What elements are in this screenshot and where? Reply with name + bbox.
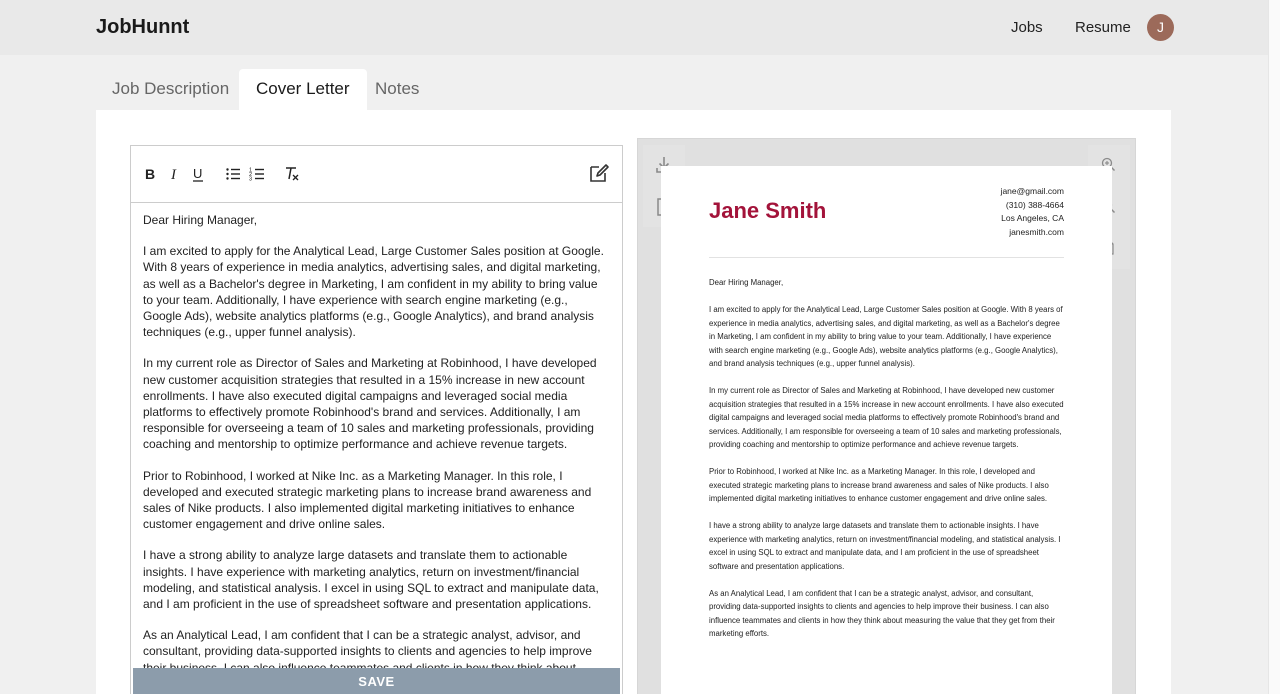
editor-paragraph[interactable]: As an Analytical Lead, I am confident that I can be a strategic analyst, advisor, and consultant, providing data-supported insights to clients and agencies to help improve: [143, 628, 592, 659]
brand-logo[interactable]: JobHunnt: [96, 16, 190, 38]
underline-glyph: U: [193, 166, 203, 181]
svg-text:2: 2: [249, 172, 253, 178]
contact-email: jane@gmail.com: [1000, 186, 1064, 196]
editor-paragraph[interactable]: In my current role as Director of Sales and Marketing at Robinhood, I have developed new customer acquisition strategies that resulted in a 15% increase in new account enrollments. I have also executed digital campaigns and leveraged social media platforms to effectively promote Robinhood's brand and services. Additionally, I am responsible for overseeing a team of 10 sales and marketing professionals, providing coaching and mentorship to optimize performance and achieve revenue targets.: [143, 356, 597, 452]
editor-paragraph[interactable]: Dear Hiring Manager,: [143, 213, 258, 227]
clear-format-button[interactable]: [283, 165, 301, 183]
save-button[interactable]: SAVE: [133, 668, 620, 694]
preview-paragraph: I am excited to apply for the Analytical Lead, Large Customer Sales position at Google. With 8 years of experience in media analytics, advertising sales, and digital marketing, as well as a Bachelor's degree in Marketing, I am confident in my ability to bring value to your team. Additionally, I have experience with search engine marketing (e.g., Google Ads), website analytics platforms (e.g., Google Analytics), and brand analysis techniques (e.g., upper funnel analysis).: [709, 305, 1063, 368]
contact-website: janesmith.com: [1009, 226, 1064, 237]
editor-paragraph[interactable]: I am excited to apply for the Analytical Lead, Large Customer Sales position at Google. With 8 years of experience in media analytics, advertising sales, and digital marketing, as well as a Bachelor's degree in Marketing, I am confident in my ability to bring value to your team. Additionally, I have experience with search engine marketing (e.g., Google Ads), website analytics platforms (e.g., Google Analytics), and brand analysis techniques (e.g., upper funnel analysis).: [143, 244, 604, 340]
editor-toolbar: [131, 146, 622, 203]
bold-icon: [141, 165, 159, 183]
contact-phone: (310) 388-4664: [1005, 199, 1064, 210]
cover-letter-editor: [130, 145, 623, 694]
preview-paragraph: Dear Hiring Manager,: [709, 278, 784, 287]
header-divider: [709, 257, 1064, 258]
clear-format-icon: [283, 165, 301, 183]
editor-paragraph[interactable]: Prior to Robinhood, I worked at Nike Inc. as a Marketing Manager. In this role, I developed and executed strategic marketing plans to increase brand awareness and sales of Nike products. I also implemented digital marketing initiatives to enhance customer engagement and drive online sales.: [143, 468, 592, 532]
nav-jobs-link[interactable]: Jobs: [1011, 19, 1043, 36]
editor-paragraph[interactable]: I have a strong ability to analyze large datasets and translate them to actionable insights. I have experience with marketing analytics, return on investment/financial modeling, and statistical analysis. I excel in using SQL to extract and manipulate data, and I am proficient in the use of spreadsheet software and presentation applications.: [143, 548, 599, 612]
italic-glyph: I: [171, 167, 176, 183]
preview-paragraph: I have a strong ability to analyze large datasets and translate them to actionable insights. I have experience with marketing analytics, return on investment/financial modeling, and statistical analysis. I excel in using SQL to extract and manipulate data, and I am proficient in the use of spreadsheet software and presentation applications.: [709, 521, 1061, 571]
bold-button[interactable]: [141, 165, 159, 183]
underline-icon: [189, 165, 207, 183]
preview-paragraph: In my current role as Director of Sales and Marketing at Robinhood, I have developed new customer acquisition strategies that resulted in a 15% increase in new account enrollments. I have also executed digital campaigns and leveraged social media platforms to effectively promote Robinhood's brand and services. Additionally, I am responsible for overseeing a team of 10 sales and marketing professionals, providing coaching and mentorship to optimize performance and achieve revenue targets.: [709, 386, 1064, 449]
contact-block: [1001, 185, 1064, 239]
svg-text:3: 3: [249, 176, 253, 183]
italic-button[interactable]: [165, 165, 183, 183]
page-scrollbar[interactable]: [1268, 0, 1280, 694]
bullet-list-icon: [224, 165, 242, 183]
bold-glyph: B: [145, 166, 156, 182]
top-navbar: [0, 0, 1268, 55]
edit-icon: [588, 162, 610, 184]
bullet-list-button[interactable]: [224, 165, 242, 183]
letter-preview-page: [661, 166, 1112, 694]
italic-icon: [165, 165, 183, 183]
editor-content[interactable]: [143, 212, 609, 694]
edit-mode-button[interactable]: [588, 162, 610, 184]
preview-paragraph: As an Analytical Lead, I am confident that I can be a strategic analyst, advisor, and consultant, providing data-supported insights to clients and agencies to help improve their business. I can also influence teammates and clients in how they think about measuring the value that they get from their marketing efforts.: [709, 588, 1055, 638]
svg-text:1: 1: [249, 167, 253, 174]
numbered-list-icon: [248, 165, 266, 183]
tab-notes[interactable]: Notes: [375, 79, 420, 98]
preview-paragraph: Prior to Robinhood, I worked at Nike Inc. as a Marketing Manager. In this role, I developed and executed strategic marketing plans to increase brand awareness and sales of Nike products. I also implemented digital marketing initiatives to enhance customer engagement and drive online sales.: [709, 467, 1049, 503]
letter-preview-body: [709, 276, 1064, 654]
underline-button[interactable]: [189, 165, 207, 183]
avatar[interactable]: J: [1147, 14, 1174, 41]
numbered-list-button[interactable]: [248, 165, 266, 183]
applicant-name: Jane Smith: [709, 198, 827, 223]
contact-location: Los Angeles, CA: [1001, 213, 1064, 223]
tab-cover-letter[interactable]: Cover Letter: [239, 69, 367, 111]
tab-job-description[interactable]: Job Description: [112, 79, 230, 98]
nav-resume-link[interactable]: Resume: [1075, 19, 1131, 36]
